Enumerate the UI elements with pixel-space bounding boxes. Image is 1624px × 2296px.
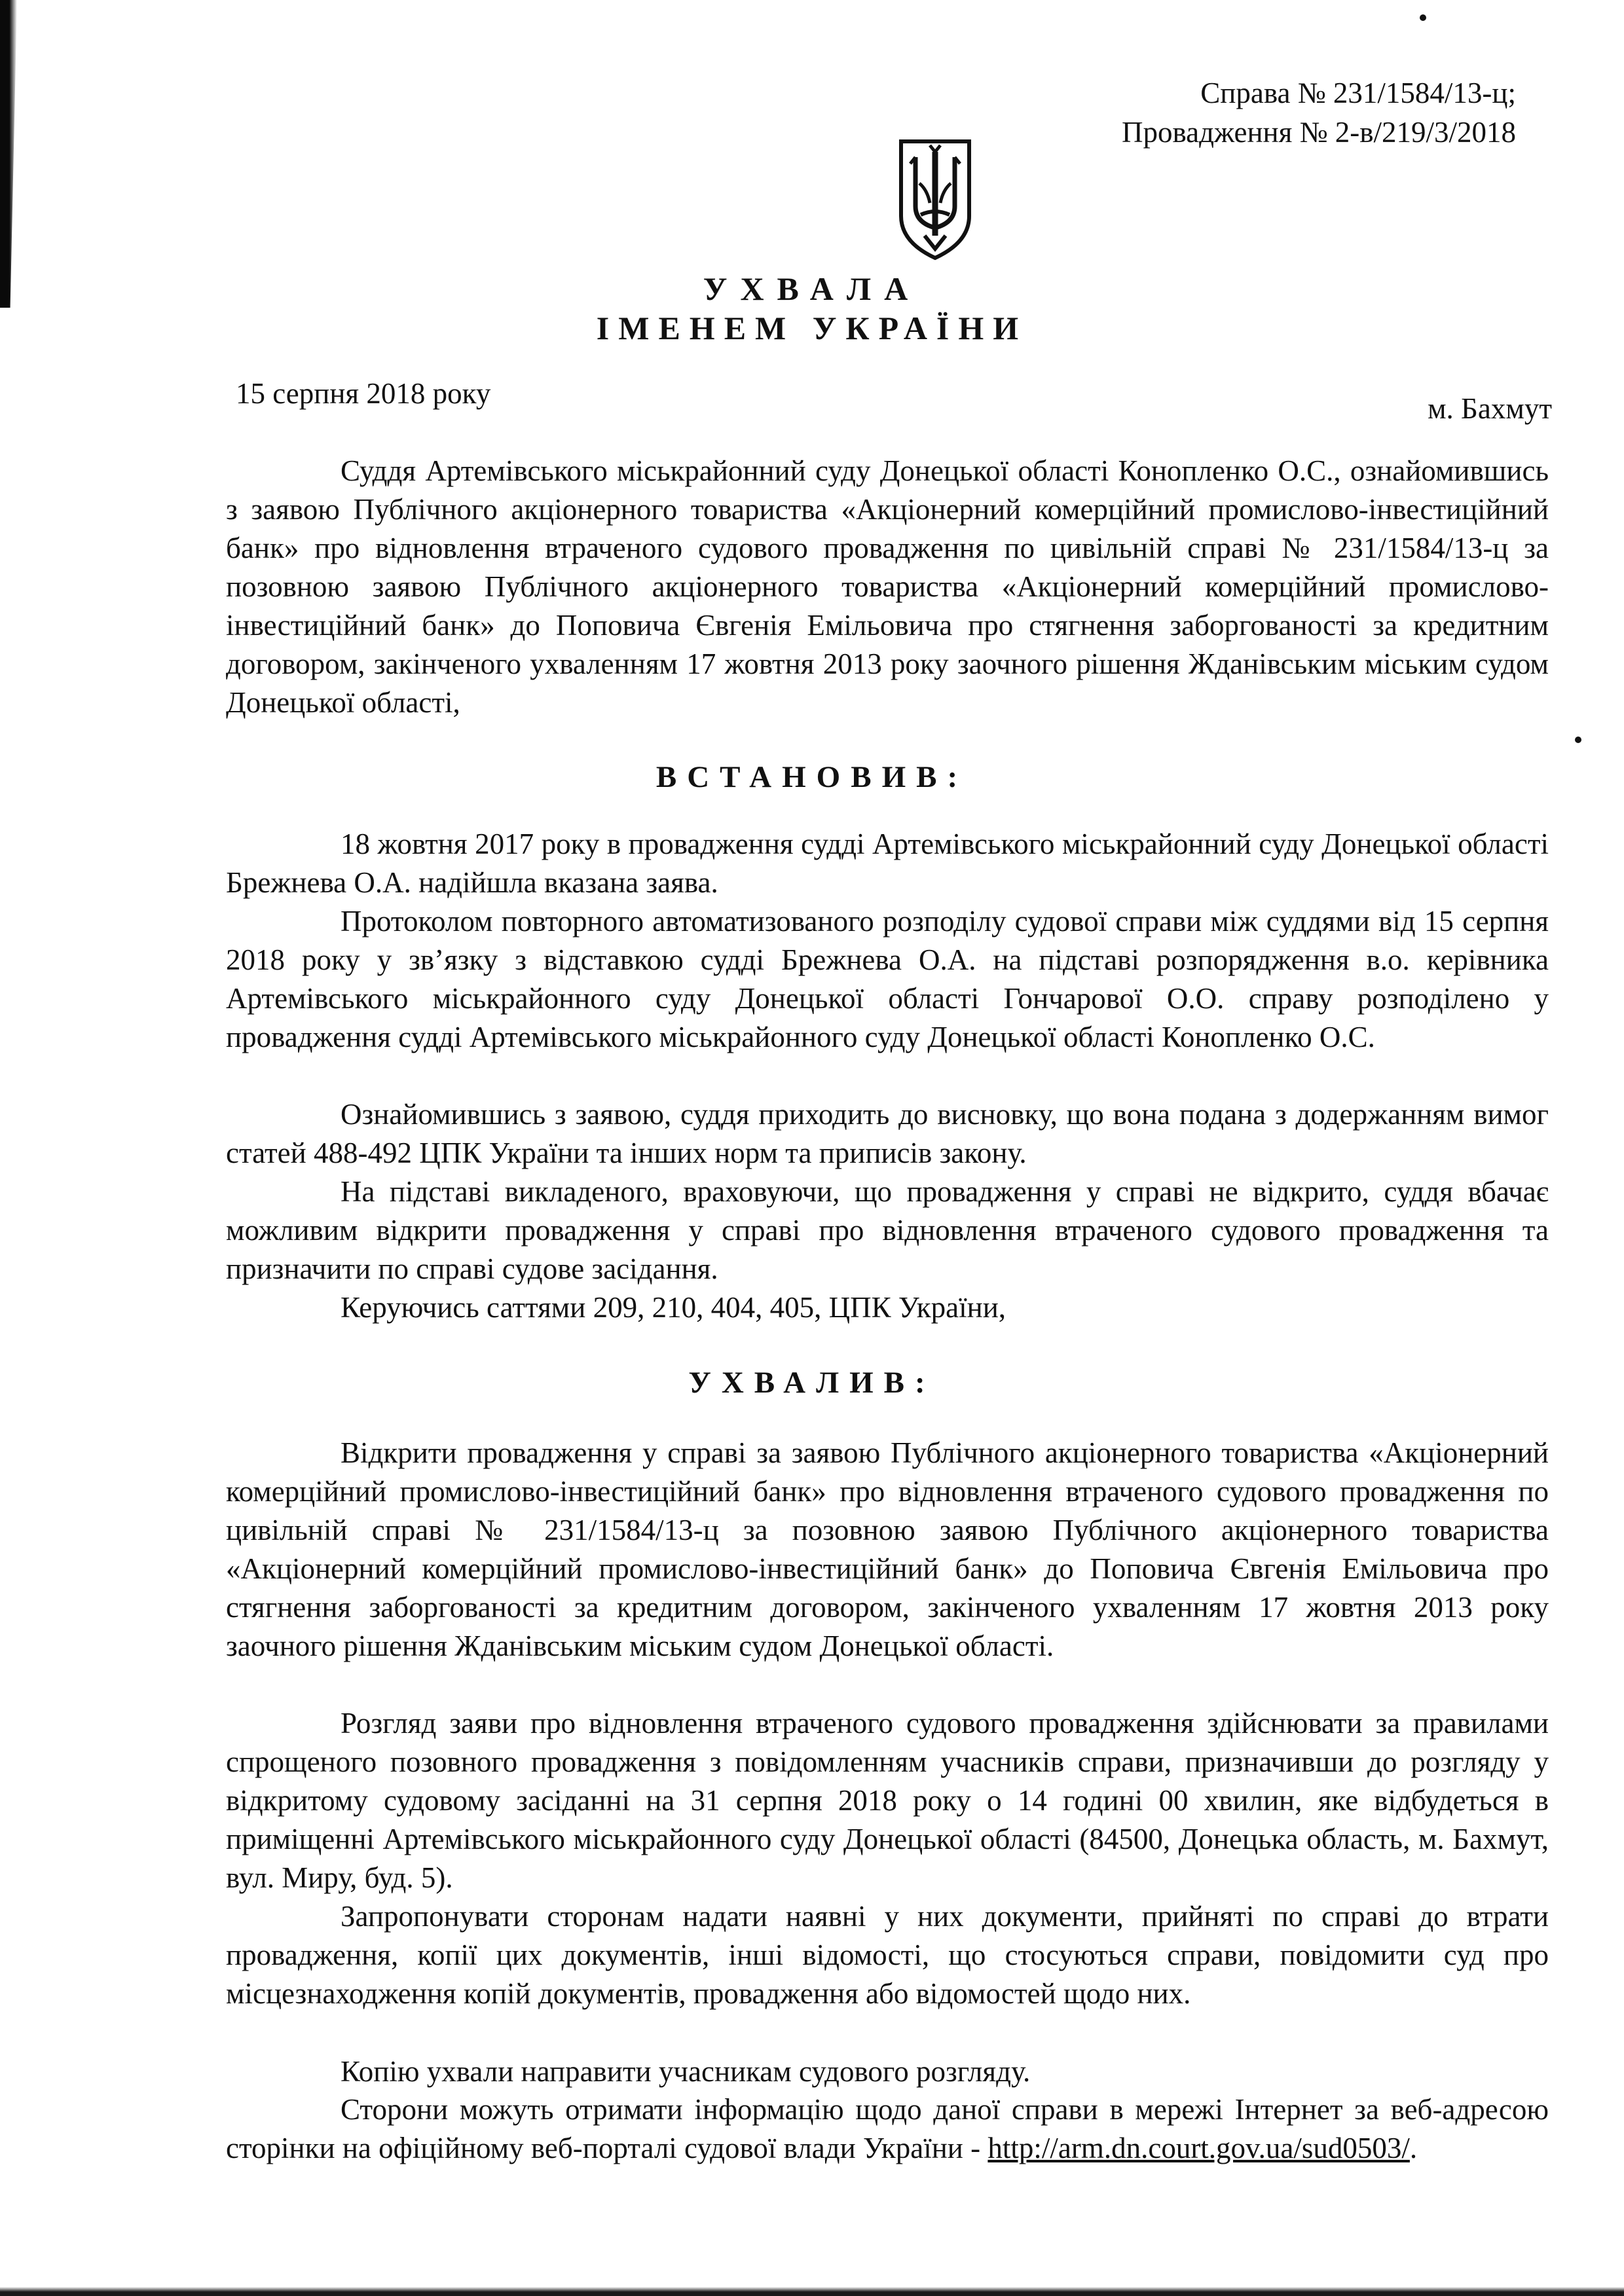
document-date: 15 серпня 2018 року <box>236 377 491 410</box>
case-reference <box>1122 73 1516 152</box>
established-heading: ВСТАНОВИВ: <box>655 760 969 794</box>
scan-edge-bottom <box>0 2287 1624 2296</box>
scan-speck <box>1420 14 1426 21</box>
trident-emblem-icon <box>896 137 974 262</box>
established-paragraph: Ознайомившись з заявою, суддя приходить до висновку, що вона подана з додержанням вимог статей 488-492 ЦПК України та інших норм та приписів закону. <box>226 1098 1549 1169</box>
contact-text: Сторони можуть отримати інформацію щодо даної справи в мережі Інтернет за веб-адресою сторінки на офіційному веб-порталі судової влади України - <box>226 2093 1549 2164</box>
document-type-title: УХВАЛА <box>703 270 921 307</box>
document-city: м. Бахмут <box>1428 392 1552 425</box>
ruled-heading: УХВАЛИВ: <box>688 1366 936 1400</box>
established-paragraph: 18 жовтня 2017 року в провадження судді Артемівського міськрайонний суду Донецької області Брежнева О.А. надійшла вказана заява. <box>226 828 1549 899</box>
contact-tail: . <box>1409 2132 1418 2164</box>
scan-speck <box>1575 737 1581 743</box>
ruled-paragraph-contact <box>226 2090 1549 2168</box>
intro-paragraph: Суддя Артемівського міськрайонний суду Донецької області Конопленко О.С., ознайомившись з заявою Публічного акціонерного товариства «Акціонерний комерційний промислово-інвестиційний банк» про відновлення втраченого судового провадження по цивільній справі № 231/1584/13-ц за позовною заявою Публічного акціонерного товариства «Акціонерний комерційний промислово-інвестиційний банк» до Поповича Євгенія Емільовича про стягнення заборгованості за кредитним договором, закінченого ухваленням 17 жовтня 2013 року заочного рішення Жданівським міським судом Донецької області, <box>226 454 1549 719</box>
established-paragraph: Протоколом повторного автоматизованого розподілу судової справи між суддями від 15 серпня 2018 року у зв’язку з відставкою судді Брежнева О.А. на підставі розпорядження в.о. керівника Артемівського міськрайонного суду Донецької області Гончарової О.О. справу розподілено у провадження судді Артемівського міськрайонного суду Донецької області Конопленко О.С. <box>226 905 1549 1053</box>
scan-edge-shadow <box>0 0 17 308</box>
ruled-paragraph: Розгляд заяви про відновлення втраченого судового провадження здійснювати за правилами спрощеного позовного провадження з повідомленням учасників справи, призначивши до розгляду у відкритому судовому засіданні на 31 серпня 2018 року о 14 годині 00 хвилин, яке відбудеться в приміщенні Артемівського міськрайонного суду Донецької області (84500, Донецька область, м. Бахмут, вул. Миру, буд. 5). <box>226 1707 1549 1894</box>
case-number: Справа № 231/1584/13-ц; <box>1200 77 1516 109</box>
ruled-paragraph: Запропонувати сторонам надати наявні у них документи, прийняті по справі до втрати провадження, копії цих документів, інші відомості, що стосуються справи, повідомити суд про місцезнаходження копій документів, провадження або відомостей щодо них. <box>226 1900 1549 2010</box>
proceeding-number: Провадження № 2-в/219/3/2018 <box>1121 116 1516 149</box>
ruled-paragraph: Відкрити провадження у справі за заявою Публічного акціонерного товариства «Акціонерний комерційний промислово-інвестиційний банк» про відновлення втраченого судового провадження по цивільній справі № 231/1584/13-ц за позовною заявою Публічного акціонерного товариства «Акціонерний комерційний промислово-інвестиційний банк» до Поповича Євгенія Емільовича про стягнення заборгованості за кредитним договором, закінченого ухваленням 17 жовтня 2013 року заочного рішення Жданівським міським судом Донецької області. <box>226 1436 1549 1662</box>
court-website-link[interactable]: http://arm.dn.court.gov.ua/sud0503/ <box>987 2132 1410 2164</box>
document-subtitle: ІМЕНЕМ УКРАЇНИ <box>596 310 1028 346</box>
established-paragraph: Керуючись саттями 209, 210, 404, 405, ЦПК України, <box>341 1291 1006 1324</box>
ruled-paragraph: Копію ухвали направити учасникам судового розгляду. <box>341 2055 1031 2088</box>
established-paragraph: На підставі викладеного, враховуючи, що провадження у справі не відкрито, суддя вбачає можливим відкрити провадження у справі про відновлення втраченого судового провадження та призначити по справі судове засідання. <box>226 1175 1549 1285</box>
